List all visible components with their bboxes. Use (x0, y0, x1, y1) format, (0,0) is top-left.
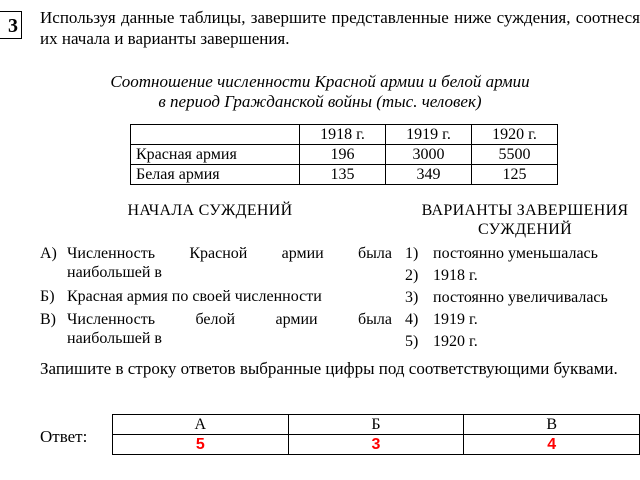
answer-table (112, 414, 640, 455)
table-header-row (131, 125, 558, 145)
answer-letter-b: Б (288, 415, 464, 435)
cell-value: 349 (386, 165, 472, 185)
cell-value: 125 (472, 165, 558, 185)
answer-label: Ответ: (40, 427, 88, 446)
answer-letters-row (113, 415, 640, 435)
beginning-a-line1: Численность Красной армии была (67, 245, 392, 262)
row-label: Белая армия (131, 165, 300, 185)
table-corner-cell (131, 125, 300, 145)
cell-value: 3000 (386, 145, 472, 165)
beginning-v-line1: Численность белой армии была (67, 311, 392, 328)
ending-num-4: 4) (405, 311, 419, 328)
table-caption-line1: Соотношение численности Красной армии и белой армии (110, 72, 530, 91)
answer-letter-v: В (464, 415, 640, 435)
table-row-white-army (131, 165, 558, 185)
endings-heading-line2: СУЖДЕНИЙ (478, 221, 572, 238)
answer-letter-a: А (113, 415, 289, 435)
beginning-letter-b: Б) (40, 288, 55, 305)
beginning-v-line2: наибольшей в (67, 330, 162, 347)
ending-text-5: 1920 г. (433, 333, 478, 350)
ending-text-2: 1918 г. (433, 267, 478, 284)
table-caption-line2: в период Гражданской войны (тыс. человек) (158, 92, 482, 111)
beginnings-heading: НАЧАЛА СУЖДЕНИЙ (127, 202, 293, 219)
cell-value: 135 (300, 165, 386, 185)
ending-num-5: 5) (405, 333, 419, 350)
beginning-b-line1: Красная армия по своей численности (67, 288, 322, 305)
year-header-1920: 1920 г. (472, 125, 558, 145)
year-header-1919: 1919 г. (386, 125, 472, 145)
answer-value-v[interactable]: 4 (464, 435, 640, 455)
answer-values-row (113, 435, 640, 455)
question-number: 3 (0, 11, 22, 39)
data-table (130, 124, 558, 185)
cell-value: 196 (300, 145, 386, 165)
ending-text-3: постоянно увеличивалась (433, 289, 608, 306)
endings-heading-line1: ВАРИАНТЫ ЗАВЕРШЕНИЯ (421, 202, 629, 219)
beginning-letter-a: А) (40, 245, 57, 262)
answer-value-a[interactable]: 5 (113, 435, 289, 455)
beginning-a-line2: наибольшей в (67, 264, 162, 281)
task-text: Используя данные таблицы, завершите представленные ниже суждения, соотнеся их начала и варианты завершения. (40, 8, 640, 48)
ending-num-1: 1) (405, 245, 419, 262)
cell-value: 5500 (472, 145, 558, 165)
ending-text-1: постоянно уменьшалась (433, 245, 598, 262)
ending-num-3: 3) (405, 289, 419, 306)
beginning-letter-v: В) (40, 311, 56, 328)
row-label: Красная армия (131, 145, 300, 165)
ending-num-2: 2) (405, 267, 419, 284)
ending-text-4: 1919 г. (433, 311, 478, 328)
table-row-red-army (131, 145, 558, 165)
year-header-1918: 1918 г. (300, 125, 386, 145)
answer-value-b[interactable]: 3 (288, 435, 464, 455)
instruction-text: Запишите в строку ответов выбранные цифры под соответствующими буквами. (40, 359, 618, 378)
